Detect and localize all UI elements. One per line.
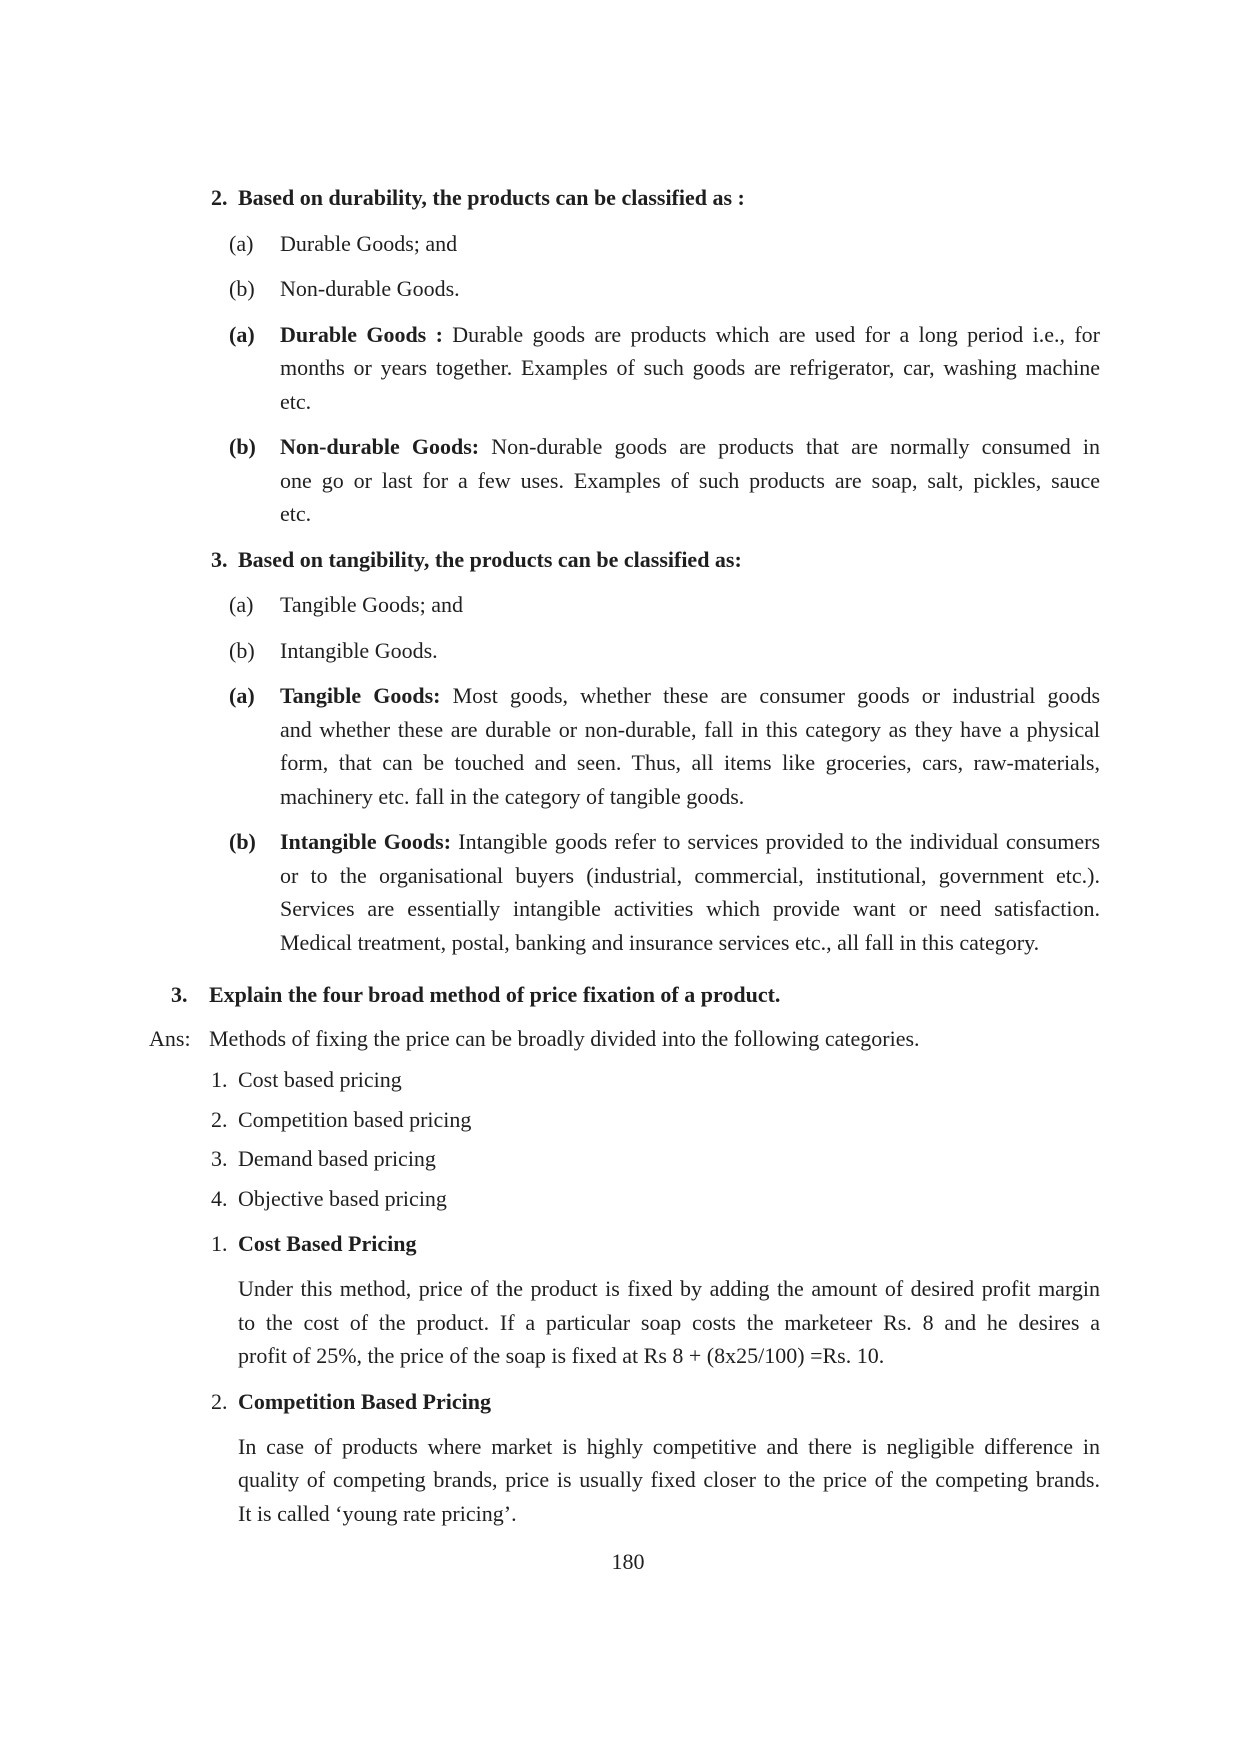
- method-detail-number: 1.: [211, 1231, 228, 1256]
- method-detail-heading: [0, 1385, 1240, 1419]
- definition-label: (a): [229, 321, 255, 347]
- answer-intro: [0, 1022, 1240, 1056]
- method-list-item: [0, 1142, 1240, 1176]
- item-text: Tangible Goods; and: [280, 592, 463, 618]
- method-detail-heading: [0, 1227, 1240, 1261]
- definition-text: Intangible goods refer to services provided to the individual consumers: [458, 829, 1101, 855]
- definition-line: one go or last for a few uses. Examples of such products are soap, salt, pickles, sauce: [280, 467, 1100, 493]
- method-detail-paragraph: [0, 1272, 1240, 1373]
- item-label: (a): [229, 230, 254, 256]
- definition-body: [280, 430, 1100, 531]
- definition-body: [280, 679, 1100, 813]
- method-list-item: [0, 1182, 1240, 1216]
- definition-term: Tangible Goods:: [280, 683, 441, 709]
- definition-line: or to the organisational buyers (industrial, commercial, institutional, government etc.).: [280, 862, 1100, 888]
- definition-line: [280, 318, 1100, 352]
- method-number: 4.: [211, 1185, 228, 1211]
- definition-durable-goods: [0, 318, 1240, 419]
- method-text: Cost based pricing: [238, 1067, 402, 1093]
- section-heading-text: Based on durability, the products can be classified as :: [238, 185, 745, 211]
- item-label: (b): [229, 637, 255, 663]
- item-text: Intangible Goods.: [280, 637, 438, 663]
- method-detail-title: Competition Based Pricing: [238, 1388, 491, 1414]
- definition-term: Intangible Goods:: [280, 829, 452, 855]
- section-heading-durability: [0, 181, 1240, 215]
- method-number: 3.: [211, 1146, 228, 1172]
- paragraph-line: to the cost of the product. If a particular soap costs the marketeer Rs. 8 and he desires a: [238, 1309, 1100, 1335]
- method-number: 1.: [211, 1067, 228, 1093]
- item-text: Durable Goods; and: [280, 230, 458, 256]
- definition-body: [280, 318, 1100, 419]
- method-number: 2.: [211, 1106, 228, 1132]
- classification-item: [0, 227, 1240, 261]
- question-heading: [0, 978, 1240, 1012]
- definition-line: [280, 825, 1100, 859]
- definition-line: [280, 430, 1100, 464]
- method-list-item: [0, 1063, 1240, 1097]
- definition-term: Durable Goods :: [280, 321, 443, 347]
- method-detail-paragraph: [0, 1430, 1240, 1531]
- method-detail-title: Cost Based Pricing: [238, 1231, 417, 1256]
- definition-line: etc.: [280, 501, 312, 527]
- definition-tangible-goods: [0, 679, 1240, 813]
- paragraph-line: profit of 25%, the price of the soap is fixed at Rs 8 + (8x25/100) =Rs. 10.: [238, 1343, 885, 1369]
- definition-line: form, that can be touched and seen. Thus, all items like groceries, cars, raw-materials,: [280, 750, 1100, 776]
- definition-intangible-goods: [0, 825, 1240, 959]
- method-text: Competition based pricing: [238, 1106, 472, 1132]
- classification-item: [0, 634, 1240, 668]
- definition-label: (b): [229, 434, 256, 460]
- definition-non-durable-goods: [0, 430, 1240, 531]
- method-text: Demand based pricing: [238, 1146, 436, 1172]
- paragraph-line: quality of competing brands, price is usually fixed closer to the price of the competing brands.: [238, 1467, 1100, 1493]
- item-label: (b): [229, 276, 255, 302]
- classification-item: [0, 272, 1240, 306]
- definition-text: Most goods, whether these are consumer goods or industrial goods: [452, 683, 1100, 709]
- item-label: (a): [229, 592, 254, 618]
- definition-label: (b): [229, 829, 256, 855]
- paragraph-body: [238, 1430, 1100, 1531]
- paragraph-line: In case of products where market is highly competitive and there is negligible difference in: [238, 1433, 1100, 1459]
- definition-line: Services are essentially intangible activities which provide want or need satisfaction.: [280, 896, 1100, 922]
- definition-body: [280, 825, 1100, 959]
- method-list-item: [0, 1103, 1240, 1137]
- definition-line: [280, 679, 1100, 713]
- question-number: 3.: [171, 981, 188, 1007]
- definition-text: Durable goods are products which are used for a long period i.e., for: [452, 321, 1100, 347]
- method-detail-number: 2.: [211, 1388, 228, 1414]
- question-text: Explain the four broad method of price fixation of a product.: [209, 981, 781, 1007]
- page-number: 180: [611, 1548, 645, 1574]
- paragraph-line: It is called ‘young rate pricing’.: [238, 1500, 517, 1526]
- item-text: Non-durable Goods.: [280, 276, 460, 302]
- definition-term: Non-durable Goods:: [280, 434, 480, 460]
- paragraph-body: [238, 1272, 1100, 1373]
- definition-label: (a): [229, 683, 255, 709]
- answer-text: Methods of fixing the price can be broadly divided into the following categories.: [209, 1025, 920, 1051]
- definition-text: Non-durable goods are products that are normally consumed in: [491, 434, 1101, 460]
- section-number: 2.: [211, 185, 228, 211]
- definition-line: machinery etc. fall in the category of tangible goods.: [280, 783, 745, 809]
- page-content: [0, 181, 1240, 1530]
- section-heading-tangibility: [0, 543, 1240, 577]
- definition-line: etc.: [280, 388, 312, 414]
- section-heading-text: Based on tangibility, the products can be classified as:: [238, 546, 742, 572]
- section-number: 3.: [211, 546, 228, 572]
- definition-line: months or years together. Examples of such goods are refrigerator, car, washing machine: [280, 355, 1100, 381]
- definition-line: Medical treatment, postal, banking and insurance services etc., all fall in this category.: [280, 929, 1040, 955]
- method-text: Objective based pricing: [238, 1185, 447, 1211]
- paragraph-line: Under this method, price of the product is fixed by adding the amount of desired profit margin: [238, 1276, 1100, 1302]
- answer-label: Ans:: [149, 1025, 191, 1051]
- classification-item: [0, 588, 1240, 622]
- definition-line: and whether these are durable or non-durable, fall in this category as they have a physical: [280, 716, 1100, 742]
